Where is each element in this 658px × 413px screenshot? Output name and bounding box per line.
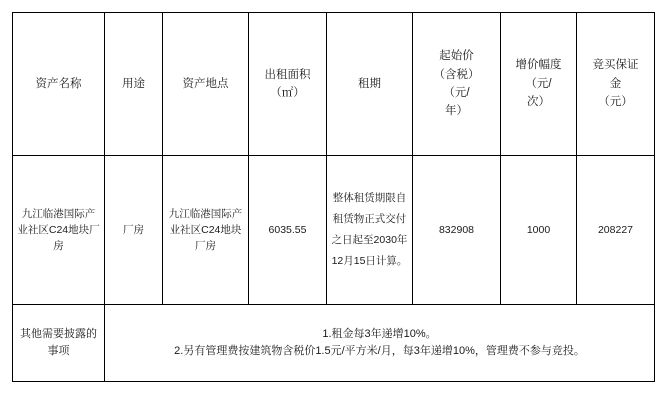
header-line: 用途 — [122, 77, 145, 90]
header-line: 金 — [609, 77, 622, 90]
header-line: （元/ — [443, 87, 470, 99]
cell-asset-name: 九江临港国际产业社区C24地块厂房 — [13, 156, 105, 305]
table-header-row — [13, 13, 655, 156]
header-line: 资产地点 — [182, 77, 229, 90]
header-line: 出租面积 — [264, 68, 311, 81]
header-line: 资产名称 — [35, 77, 82, 90]
header-line: （元/ — [525, 77, 552, 90]
asset-lease-table — [12, 12, 655, 382]
cell-usage: 厂房 — [105, 156, 163, 305]
header-line: 租期 — [358, 77, 381, 90]
note-line-1: 1.租金每3年递增10%。 — [322, 327, 437, 340]
header-line: （含税） — [433, 68, 480, 81]
note-line-2: 2.另有管理费按建筑物含税价1.5元/平方米/月，每3年递增10%，管理费不参与竞投。 — [174, 345, 585, 357]
header-line: 增价幅度 — [515, 59, 562, 72]
table-notes-row — [13, 305, 655, 382]
header-cell-deposit — [577, 13, 655, 156]
header-cell-asset-name — [13, 13, 105, 156]
header-cell-lease-area — [249, 13, 327, 156]
header-cell-usage — [105, 13, 163, 156]
header-cell-start-price — [413, 13, 501, 156]
cell-lease-area: 6035.55 — [249, 156, 327, 305]
header-cell-lease-term — [327, 13, 413, 156]
header-line: （㎡） — [270, 87, 305, 99]
cell-location: 九江临港国际产业社区C24地块厂房 — [163, 156, 249, 305]
header-cell-increment — [501, 13, 577, 156]
cell-increment: 1000 — [501, 156, 577, 305]
header-line: 起始价 — [439, 50, 474, 63]
cell-deposit: 208227 — [577, 156, 655, 305]
cell-lease-term: 整体租赁期限自租赁物正式交付之日起至2030年12月15日计算。 — [327, 156, 413, 305]
header-line: 年） — [445, 105, 468, 118]
header-cell-location — [163, 13, 249, 156]
notes-label: 其他需要披露的事项 — [13, 305, 105, 382]
table-row — [13, 156, 655, 305]
cell-start-price: 832908 — [413, 156, 501, 305]
header-line: （元） — [598, 96, 633, 109]
header-line: 竞买保证 — [592, 59, 639, 72]
notes-body — [105, 305, 655, 382]
header-line: 次） — [527, 96, 550, 109]
